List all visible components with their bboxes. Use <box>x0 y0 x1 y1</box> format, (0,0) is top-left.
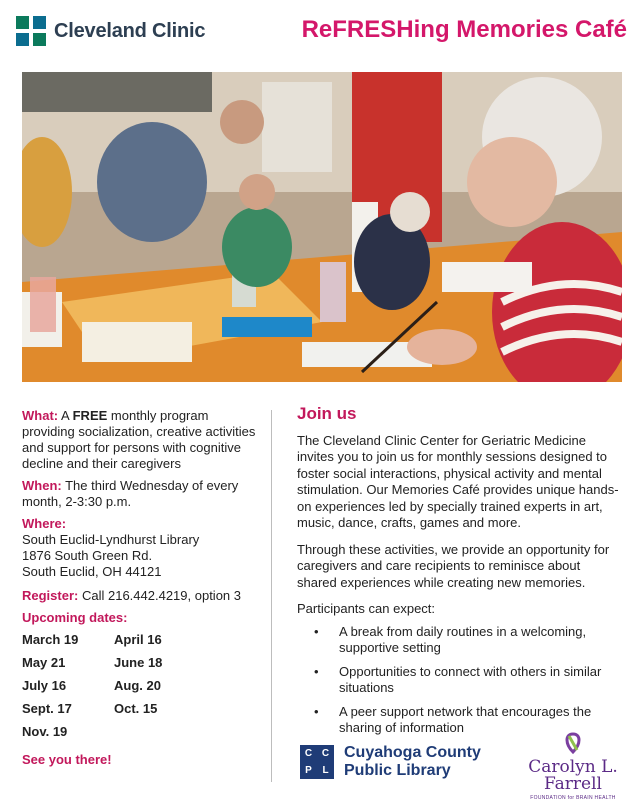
header <box>0 0 641 62</box>
register-section <box>22 588 260 604</box>
list-item: • Opportunities to connect with others in similar situations <box>297 664 623 697</box>
date-item: May 21 <box>22 655 66 670</box>
when-label: When: <box>22 478 62 493</box>
date-item: Nov. 19 <box>22 724 68 739</box>
page-title: ReFRESHing Memories Café <box>301 16 627 43</box>
list-item: • A peer support network that encourages the sharing of information <box>297 704 623 737</box>
where-section <box>22 516 260 580</box>
cleveland-clinic-logo-icon <box>16 16 46 46</box>
join-us-section <box>297 406 623 744</box>
where-line-1: South Euclid-Lyndhurst Library <box>22 532 200 547</box>
column-divider <box>271 410 272 782</box>
art-class-photo <box>22 72 622 382</box>
date-item: March 19 <box>22 632 79 647</box>
intro-paragraph: The Cleveland Clinic Center for Geriatric Medicine invites you to join us for monthly sessions designed to foster social interactions, physical activity and mental stimulation. Our Memories Café provides unique hands-on experiences led by specially trained experts in art, music, dance, crafts, games and more. <box>297 432 619 530</box>
where-label: Where: <box>22 516 67 531</box>
ccpl-logo-icon <box>300 745 334 779</box>
farrell-subtitle: FOUNDATION for BRAIN HEALTH <box>530 795 616 801</box>
date-item: Oct. 15 <box>114 701 158 716</box>
register-text: Call 216.442.4219, option 3 <box>81 588 241 603</box>
farrell-line-2: Farrell <box>544 774 602 794</box>
what-text-2: monthly program providing socialization, creative activities and support for persons with cognitive decline and their caregivers <box>22 408 256 471</box>
upcoming-dates-list <box>22 632 260 740</box>
date-item: April 16 <box>114 632 162 647</box>
what-free: FREE <box>72 408 108 423</box>
ccpl-letter: C <box>321 748 330 759</box>
event-details <box>22 408 260 768</box>
when-section <box>22 478 260 510</box>
cleveland-clinic-logo <box>16 16 205 46</box>
join-us-title: Join us <box>297 404 357 423</box>
register-label: Register: <box>22 588 79 603</box>
what-label: What: <box>22 408 59 423</box>
when-text: The third Wednesday of every month, 2-3:30 p.m. <box>22 478 239 509</box>
what-text-1: A <box>61 408 69 423</box>
ccpl-line-2: Public Library <box>344 762 451 779</box>
date-item: Sept. 17 <box>22 701 72 716</box>
date-item: Aug. 20 <box>114 678 161 693</box>
ccpl-letter: L <box>322 765 329 776</box>
what-section <box>22 408 260 472</box>
list-item: • A break from daily routines in a welcoming, supportive setting <box>297 624 623 657</box>
expect-heading: Participants can expect: <box>297 601 436 616</box>
upcoming-dates-label: Upcoming dates: <box>22 610 128 625</box>
farrell-foundation-logo <box>528 732 618 801</box>
cuyahoga-library-logo <box>300 744 481 780</box>
where-line-2: 1876 South Green Rd. <box>22 548 153 563</box>
ccpl-letter: C <box>304 748 313 759</box>
date-item: July 16 <box>22 678 67 693</box>
farrell-ribbon-icon <box>561 732 585 754</box>
activities-paragraph: Through these activities, we provide an opportunity for caregivers and care recipients to reminisce about shared experiences while creating new memories. <box>297 541 610 590</box>
logo-text: Cleveland Clinic <box>54 19 206 42</box>
expectations-list <box>297 624 623 737</box>
ccpl-letter: P <box>305 765 312 776</box>
ccpl-text <box>344 744 481 780</box>
see-you-there: See you there! <box>22 752 112 767</box>
date-item: June 18 <box>114 655 163 670</box>
farrell-line-1: Carolyn L. <box>528 757 618 777</box>
where-line-3: South Euclid, OH 44121 <box>22 564 162 579</box>
ccpl-line-1: Cuyahoga County <box>344 744 481 761</box>
